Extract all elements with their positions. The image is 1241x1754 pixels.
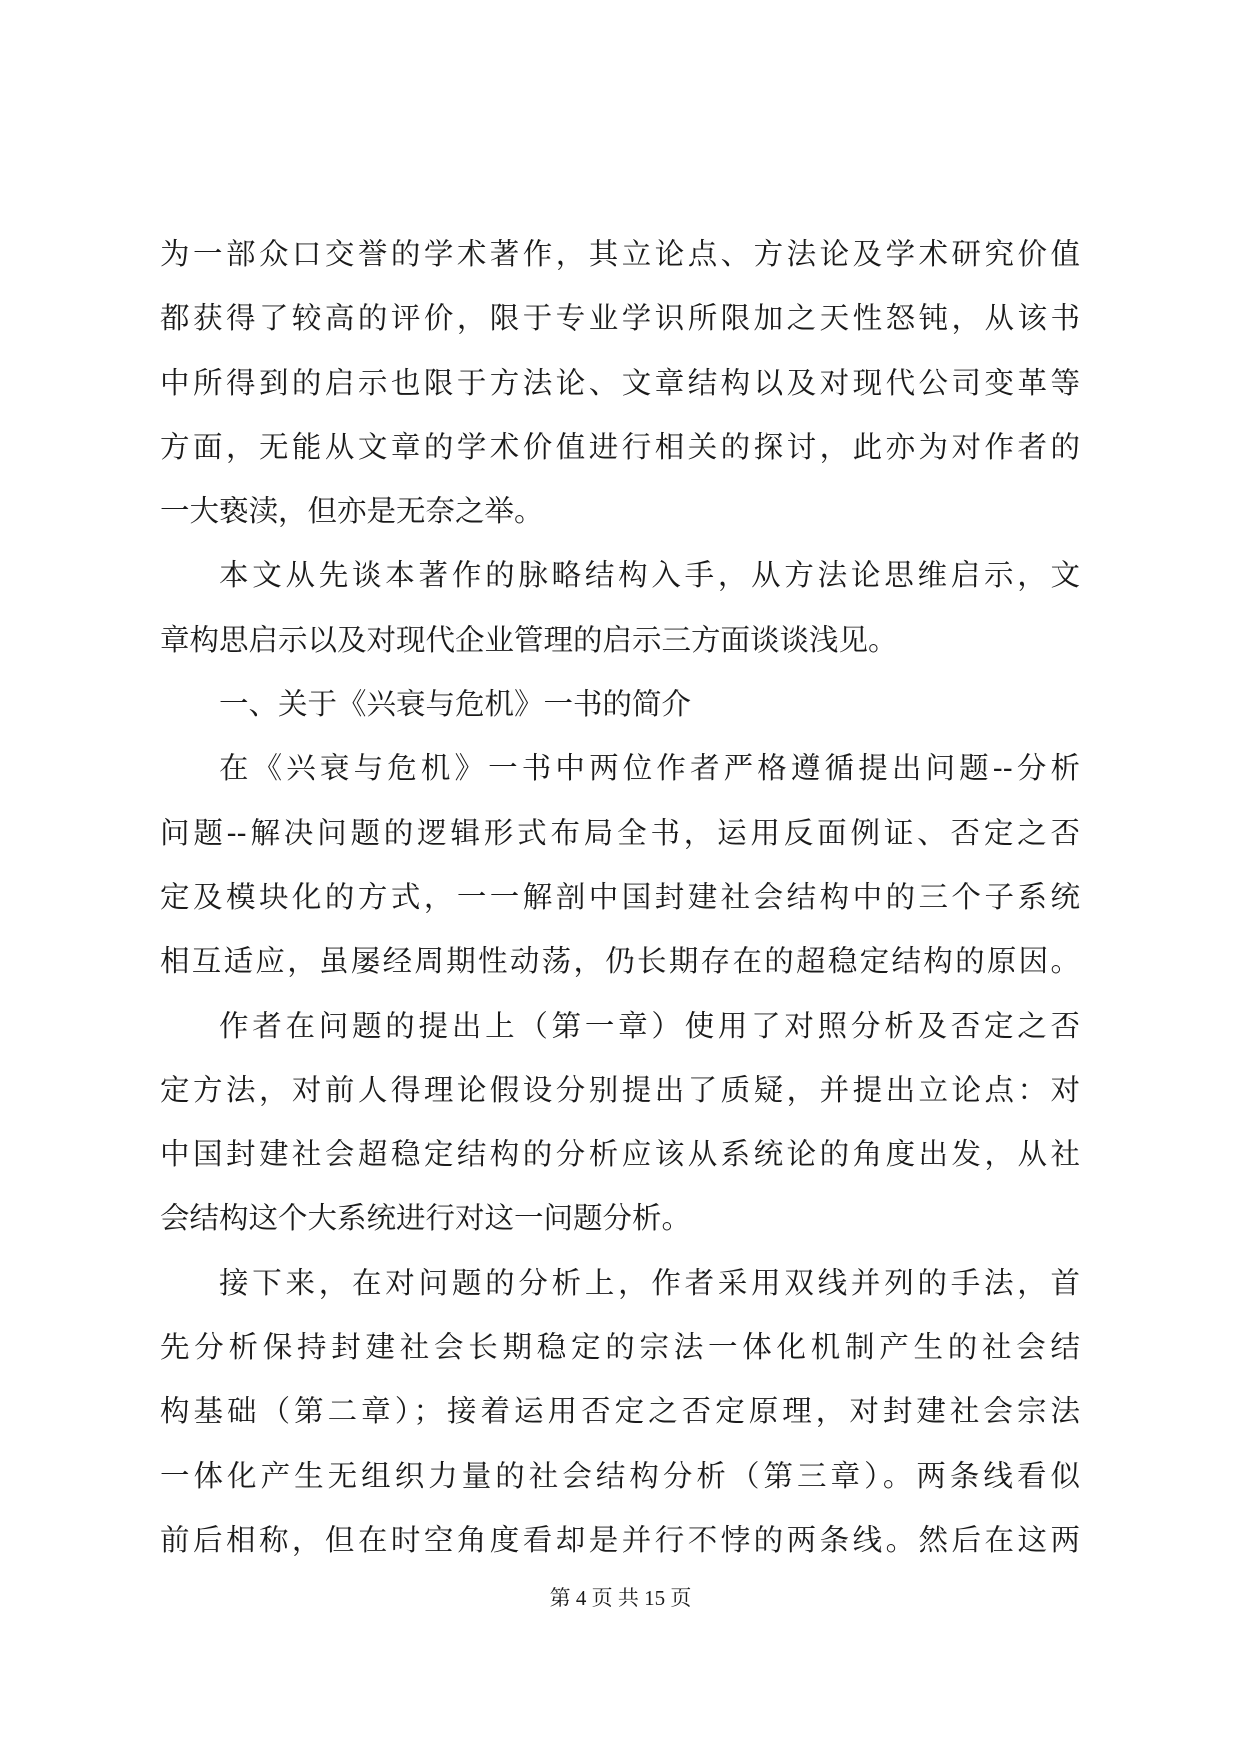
text-line: 中国封建社会超稳定结构的分析应该从系统论的角度出发，从社 bbox=[160, 1137, 1080, 1172]
text-line: 相互适应，虽屡经周期性动荡，仍长期存在的超稳定结构的原因。 bbox=[160, 944, 1080, 979]
text-line: 一大亵渎，但亦是无奈之举。 bbox=[160, 494, 544, 529]
text-line: 前后相称，但在时空角度看却是并行不悖的两条线。然后在这两 bbox=[160, 1522, 1080, 1557]
text-line: 定方法，对前人得理论假设分别提出了质疑，并提出立论点：对 bbox=[160, 1072, 1080, 1107]
section-heading: 一、关于《兴衰与危机》一书的简介 bbox=[219, 687, 692, 722]
text-line: 为一部众口交誉的学术著作，其立论点、方法论及学术研究价值 bbox=[160, 237, 1080, 271]
text-line: 在《兴衰与危机》一书中两位作者严格遵循提出问题--分析 bbox=[219, 751, 1080, 786]
text-line: 都获得了较高的评价，限于专业学识所限加之天性怒钝，从该书 bbox=[160, 301, 1080, 336]
text-line: 中所得到的启示也限于方法论、文章结构以及对现代公司变革等 bbox=[160, 365, 1080, 400]
text-line: 章构思启示以及对现代企业管理的启示三方面谈谈浅见。 bbox=[160, 622, 898, 657]
text-line: 方面，无能从文章的学术价值进行相关的探讨，此亦为对作者的 bbox=[160, 429, 1080, 464]
text-line: 定及模块化的方式，一一解剖中国封建社会结构中的三个子系统 bbox=[160, 879, 1080, 914]
text-line: 构基础（第二章）；接着运用否定之否定原理，对封建社会宗法 bbox=[160, 1394, 1080, 1429]
text-line: 作者在问题的提出上（第一章）使用了对照分析及否定之否 bbox=[219, 1008, 1080, 1043]
text-line: 先分析保持封建社会长期稳定的宗法一体化机制产生的社会结 bbox=[160, 1330, 1080, 1365]
document-body bbox=[160, 222, 1080, 1572]
text-line: 一体化产生无组织力量的社会结构分析（第三章）。两条线看似 bbox=[160, 1458, 1080, 1493]
text-line: 问题--解决问题的逻辑形式布局全书，运用反面例证、否定之否 bbox=[160, 815, 1080, 850]
page-number-footer: 第 4 页 共 15 页 bbox=[549, 1586, 692, 1610]
text-line: 会结构这个大系统进行对这一问题分析。 bbox=[160, 1201, 692, 1236]
text-line: 接下来，在对问题的分析上，作者采用双线并列的手法，首 bbox=[219, 1265, 1080, 1300]
text-line: 本文从先谈本著作的脉略结构入手，从方法论思维启示，文 bbox=[219, 558, 1080, 593]
